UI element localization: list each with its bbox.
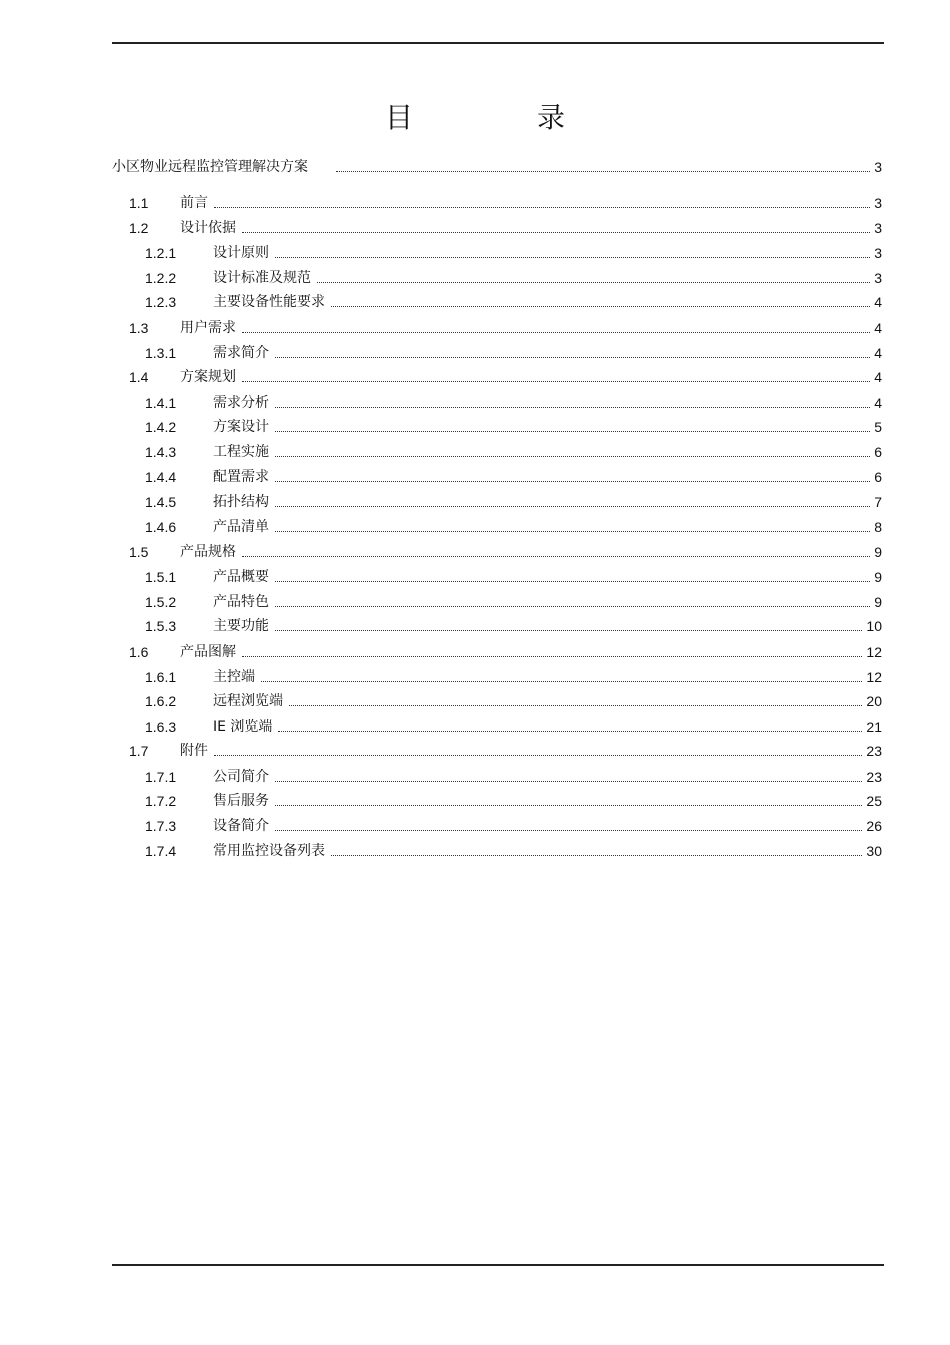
- toc-entry-page-number: 3: [874, 220, 882, 236]
- toc-entry-number: 1.4.5: [145, 494, 177, 510]
- toc-dot-leader: [214, 207, 870, 208]
- toc-entry[interactable]: [129, 738, 882, 760]
- header-rule: [112, 42, 884, 44]
- toc-entry[interactable]: [145, 764, 882, 786]
- toc-dot-leader: [242, 556, 870, 557]
- toc-entry[interactable]: [145, 589, 882, 611]
- toc-entry-number: 1.4.4: [145, 469, 177, 485]
- toc-dot-leader: [275, 531, 870, 532]
- toc-entry-label: IE 浏览端: [213, 719, 273, 735]
- toc-entry-page-number: 21: [866, 719, 882, 735]
- toc-entry-page-number: 9: [874, 594, 882, 610]
- toc-entry[interactable]: [145, 390, 882, 412]
- toc-entry-label: 附件: [180, 743, 208, 759]
- toc-dot-leader: [261, 681, 862, 682]
- toc-entry-label: 小区物业远程监控管理解决方案: [112, 159, 308, 175]
- toc-dot-leader: [242, 232, 870, 233]
- toc-entry-number: 1.4.2: [145, 419, 177, 435]
- toc-entry-page-number: 3: [874, 159, 882, 175]
- toc-dot-leader: [242, 656, 862, 657]
- toc-entry[interactable]: [129, 539, 882, 561]
- toc-entry-page-number: 3: [874, 270, 882, 286]
- toc-entry-number: 1.5.2: [145, 594, 177, 610]
- toc-entry-label: 配置需求: [213, 469, 269, 485]
- toc-dot-leader: [275, 630, 862, 631]
- toc-entry-page-number: 3: [874, 245, 882, 261]
- toc-entry[interactable]: [145, 489, 882, 511]
- toc-entry-label: 用户需求: [180, 320, 236, 336]
- toc-entry[interactable]: [145, 240, 882, 262]
- toc-dot-leader: [214, 755, 862, 756]
- toc-entry[interactable]: [145, 340, 882, 362]
- toc-entry-label: 设计标准及规范: [213, 270, 311, 286]
- toc-entry-page-number: 4: [874, 320, 882, 336]
- toc-entry[interactable]: [129, 364, 882, 386]
- toc-entry-number: 1.4.3: [145, 444, 177, 460]
- toc-entry[interactable]: [145, 714, 882, 736]
- toc-entry-page-number: 4: [874, 345, 882, 361]
- toc-entry-page-number: 20: [866, 693, 882, 709]
- toc-entry-number: 1.6.3: [145, 719, 177, 735]
- toc-entry-number: 1.3: [129, 320, 149, 336]
- toc-entry-number: 1.7.2: [145, 793, 177, 809]
- page-title: 目 录: [384, 101, 613, 134]
- toc-entry-label: 产品规格: [180, 544, 236, 560]
- toc-entry-label: 主要功能: [213, 618, 269, 634]
- toc-entry-label: 需求分析: [213, 395, 269, 411]
- toc-entry-number: 1.5.3: [145, 618, 177, 634]
- toc-entry-label: 方案设计: [213, 419, 269, 435]
- toc-entry[interactable]: [145, 464, 882, 486]
- toc-entry-page-number: 4: [874, 369, 882, 385]
- toc-entry-number: 1.5: [129, 544, 149, 560]
- toc-entry-label: 设计原则: [213, 245, 269, 261]
- toc-entry-page-number: 30: [866, 843, 882, 859]
- toc-dot-leader: [275, 481, 870, 482]
- toc-entry-page-number: 9: [874, 569, 882, 585]
- toc-entry[interactable]: [129, 215, 882, 237]
- toc-entry-page-number: 8: [874, 519, 882, 535]
- toc-entry-label: 远程浏览端: [213, 693, 283, 709]
- toc-entry[interactable]: [145, 289, 882, 311]
- toc-entry-number: 1.1: [129, 195, 149, 211]
- toc-entry-label: 产品特色: [213, 594, 269, 610]
- toc-entry-page-number: 9: [874, 544, 882, 560]
- toc-entry[interactable]: [145, 564, 882, 586]
- toc-entry-page-number: 4: [874, 395, 882, 411]
- toc-entry-number: 1.7.3: [145, 818, 177, 834]
- toc-dot-leader: [289, 705, 862, 706]
- toc-entry-label: 前言: [180, 195, 208, 211]
- toc-entry[interactable]: [145, 265, 882, 287]
- toc-dot-leader: [336, 171, 870, 172]
- toc-dot-leader: [275, 606, 870, 607]
- toc-entry-number: 1.6.2: [145, 693, 177, 709]
- toc-entry[interactable]: [145, 664, 882, 686]
- toc-entry-page-number: 7: [874, 494, 882, 510]
- toc-dot-leader: [331, 306, 870, 307]
- toc-entry-label: 售后服务: [213, 793, 269, 809]
- toc-entry[interactable]: [112, 154, 882, 176]
- toc-dot-leader: [275, 830, 862, 831]
- toc-entry[interactable]: [145, 414, 882, 436]
- toc-dot-leader: [242, 381, 870, 382]
- toc-dot-leader: [275, 431, 870, 432]
- toc-entry-number: 1.2: [129, 220, 149, 236]
- toc-entry-label: 主控端: [213, 669, 255, 685]
- toc-dot-leader: [275, 506, 870, 507]
- toc-entry-label: 产品图解: [180, 644, 236, 660]
- footer-rule: [112, 1264, 884, 1266]
- toc-entry-page-number: 25: [866, 793, 882, 809]
- toc-entry-label: 拓扑结构: [213, 494, 269, 510]
- toc-entry-label: 主要设备性能要求: [213, 294, 325, 310]
- toc-entry-label: 工程实施: [213, 444, 269, 460]
- toc-entry-label: 产品清单: [213, 519, 269, 535]
- toc-entry[interactable]: [145, 813, 882, 835]
- toc-entry-page-number: 12: [866, 644, 882, 660]
- toc-dot-leader: [275, 581, 870, 582]
- toc-dot-leader: [317, 282, 870, 283]
- toc-dot-leader: [275, 805, 862, 806]
- toc-entry[interactable]: [145, 788, 882, 810]
- toc-entry-number: 1.4.1: [145, 395, 177, 411]
- toc-entry-label: 产品概要: [213, 569, 269, 585]
- toc-entry[interactable]: [129, 190, 882, 212]
- toc-entry-number: 1.4.6: [145, 519, 177, 535]
- toc-entry-number: 1.3.1: [145, 345, 177, 361]
- toc-entry[interactable]: [145, 688, 882, 710]
- toc-entry-number: 1.6.1: [145, 669, 177, 685]
- toc-entry-label: 公司简介: [213, 769, 269, 785]
- toc-entry-number: 1.4: [129, 369, 149, 385]
- toc-dot-leader: [275, 456, 870, 457]
- toc-entry-number: 1.7.4: [145, 843, 177, 859]
- toc-entry-number: 1.2.1: [145, 245, 177, 261]
- toc-entry[interactable]: [145, 838, 882, 860]
- toc-entry[interactable]: [145, 613, 882, 635]
- toc-entry-page-number: 12: [866, 669, 882, 685]
- toc-entry[interactable]: [129, 315, 882, 337]
- toc-entry[interactable]: [145, 439, 882, 461]
- toc-entry[interactable]: [145, 514, 882, 536]
- toc-dot-leader: [275, 407, 870, 408]
- toc-entry-page-number: 3: [874, 195, 882, 211]
- toc-dot-leader: [275, 257, 870, 258]
- toc-entry-number: 1.2.3: [145, 294, 177, 310]
- toc-dot-leader: [278, 731, 862, 732]
- toc-entry-page-number: 6: [874, 469, 882, 485]
- toc-entry-number: 1.7: [129, 743, 149, 759]
- toc-entry-page-number: 23: [866, 743, 882, 759]
- toc-entry[interactable]: [129, 639, 882, 661]
- toc-dot-leader: [275, 781, 862, 782]
- toc-entry-label: 常用监控设备列表: [213, 843, 325, 859]
- toc-entry-page-number: 10: [866, 618, 882, 634]
- toc-entry-page-number: 6: [874, 444, 882, 460]
- toc-entry-page-number: 5: [874, 419, 882, 435]
- toc-entry-page-number: 26: [866, 818, 882, 834]
- toc-dot-leader: [242, 332, 870, 333]
- toc-entry-label: 需求简介: [213, 345, 269, 361]
- toc-entry-page-number: 4: [874, 294, 882, 310]
- toc-dot-leader: [275, 357, 870, 358]
- toc-entry-label: 设备简介: [213, 818, 269, 834]
- toc-entry-label: 方案规划: [180, 369, 236, 385]
- toc-entry-number: 1.5.1: [145, 569, 177, 585]
- toc-entry-number: 1.6: [129, 644, 149, 660]
- toc-entry-number: 1.7.1: [145, 769, 177, 785]
- toc-entry-number: 1.2.2: [145, 270, 177, 286]
- toc-dot-leader: [331, 855, 862, 856]
- toc-entry-label: 设计依据: [180, 220, 236, 236]
- toc-entry-page-number: 23: [866, 769, 882, 785]
